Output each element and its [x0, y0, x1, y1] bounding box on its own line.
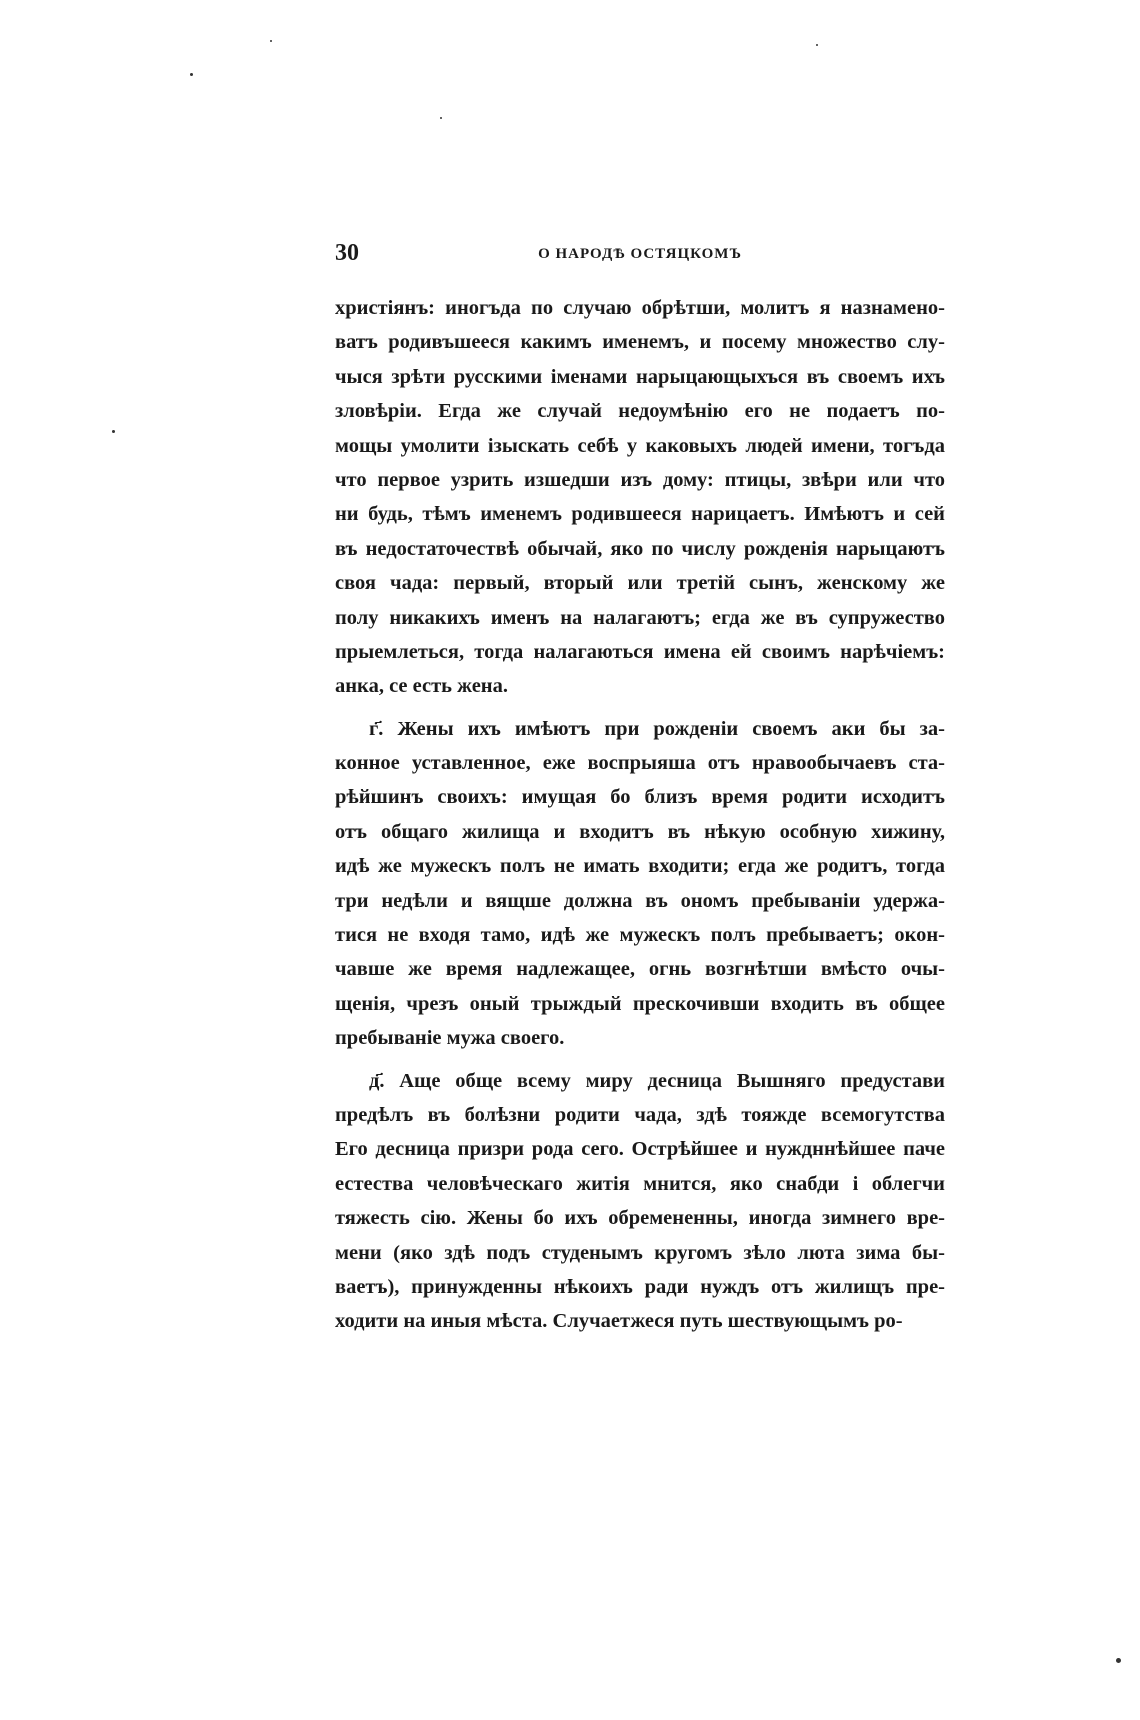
text-line: что первое узрить изшедши изъ дому: птицы, звѣри или что [335, 468, 945, 491]
text-line: своя чада: первый, вторый или третій сынъ, женскому же [335, 572, 945, 595]
text-line: конное уставленное, еже воспрыяша отъ нравообычаевъ ста- [335, 752, 945, 775]
scan-speck [112, 430, 115, 433]
text-line: ни будь, тѣмъ именемъ родившееся нарицаетъ. Имѣютъ и сей [335, 503, 945, 526]
text-line: три недѣли и вящше должна въ ономъ пребываніи удержа- [335, 889, 945, 912]
page-header [335, 240, 945, 274]
text-line: прыемлеться, тогда налагаються имена ей своимъ нарѣчіемъ: [335, 640, 945, 663]
text-line: идѣ же мужескъ полъ не имать входити; егда же родитъ, тогда [335, 855, 945, 878]
text-line: христіянъ: иногъда по случаю обрѣтши, молитъ я назнамено- [335, 297, 945, 319]
text-line: рѣйшинъ своихъ: имущая бо близъ время родити исходитъ [335, 786, 945, 809]
text-line: чавше же время надлежащее, огнь возгнѣтши вмѣсто очы- [335, 958, 945, 981]
text-line: пребываніе мужа своего. [335, 1027, 565, 1050]
paragraph-gap [335, 704, 945, 712]
text-line: отъ общаго жилища и входитъ въ нѣкую особную хижину, [335, 820, 945, 843]
scan-speck [1116, 1658, 1121, 1663]
text-line: ватъ родивъшееся какимъ именемъ, и посему множество слу- [335, 331, 945, 354]
text-line: предѣлъ въ болѣзни родити чада, здѣ тояжде всемогутства [335, 1103, 945, 1126]
text-line: тися не входя тамо, идѣ же мужескъ полъ пребываетъ; окон- [335, 924, 945, 947]
text-line: полу никакихъ именъ на налагаютъ; егда же въ супружество [335, 606, 945, 629]
body-text [335, 291, 945, 1339]
text-line: тяжесть сію. Жены бо ихъ обремененны, иногда зимнего вре- [335, 1207, 945, 1230]
paragraph-gap [335, 1056, 945, 1064]
scan-speck [190, 73, 193, 76]
text-line: д҃. Аще обще всему миру десница Вышняго предустави [369, 1069, 945, 1092]
running-head: О НАРОДѢ ОСТЯЦКОМЪ [538, 246, 742, 262]
scan-speck [270, 40, 272, 42]
paragraph [335, 1064, 945, 1339]
text-line: мени (яко здѣ подъ студенымъ кругомъ зѣло люта зима бы- [335, 1241, 945, 1264]
text-line: анка, се есть жена. [335, 675, 508, 698]
scan-speck [440, 117, 442, 119]
text-line: Его десница призри рода сего. Острѣйшее и нуждннѣйшее паче [335, 1138, 945, 1161]
text-line: ваетъ), принужденны нѣкоихъ ради нуждъ отъ жилищъ пре- [335, 1275, 945, 1298]
text-line: въ недостаточествѣ обычай, яко по числу рожденія нарыцаютъ [335, 537, 945, 560]
page-number: 30 [335, 240, 359, 266]
text-line: ходити на иныя мѣста. Случаетжеся путь шествующымъ ро- [335, 1310, 903, 1333]
text-line: мощы умолити ізыскать себѣ у каковыхъ людей имени, тогъда [335, 434, 945, 457]
text-line: щенія, чрезъ оный трыждый прескочивши входить въ общее [335, 992, 945, 1015]
text-line: г҃. Жены ихъ имѣютъ при рожденіи своемъ аки бы за- [369, 717, 945, 740]
text-line: зловѣріи. Егда же случай недоумѣнію его не подаетъ по- [335, 400, 945, 423]
paragraph [335, 291, 945, 704]
text-line: естества человѣческаго житія мнится, яко снабди і облегчи [335, 1172, 945, 1195]
scan-speck [816, 44, 818, 46]
paragraph [335, 712, 945, 1056]
text-line: чыся зрѣти русскими іменами нарыцающыхъся въ своемъ ихъ [335, 365, 945, 388]
